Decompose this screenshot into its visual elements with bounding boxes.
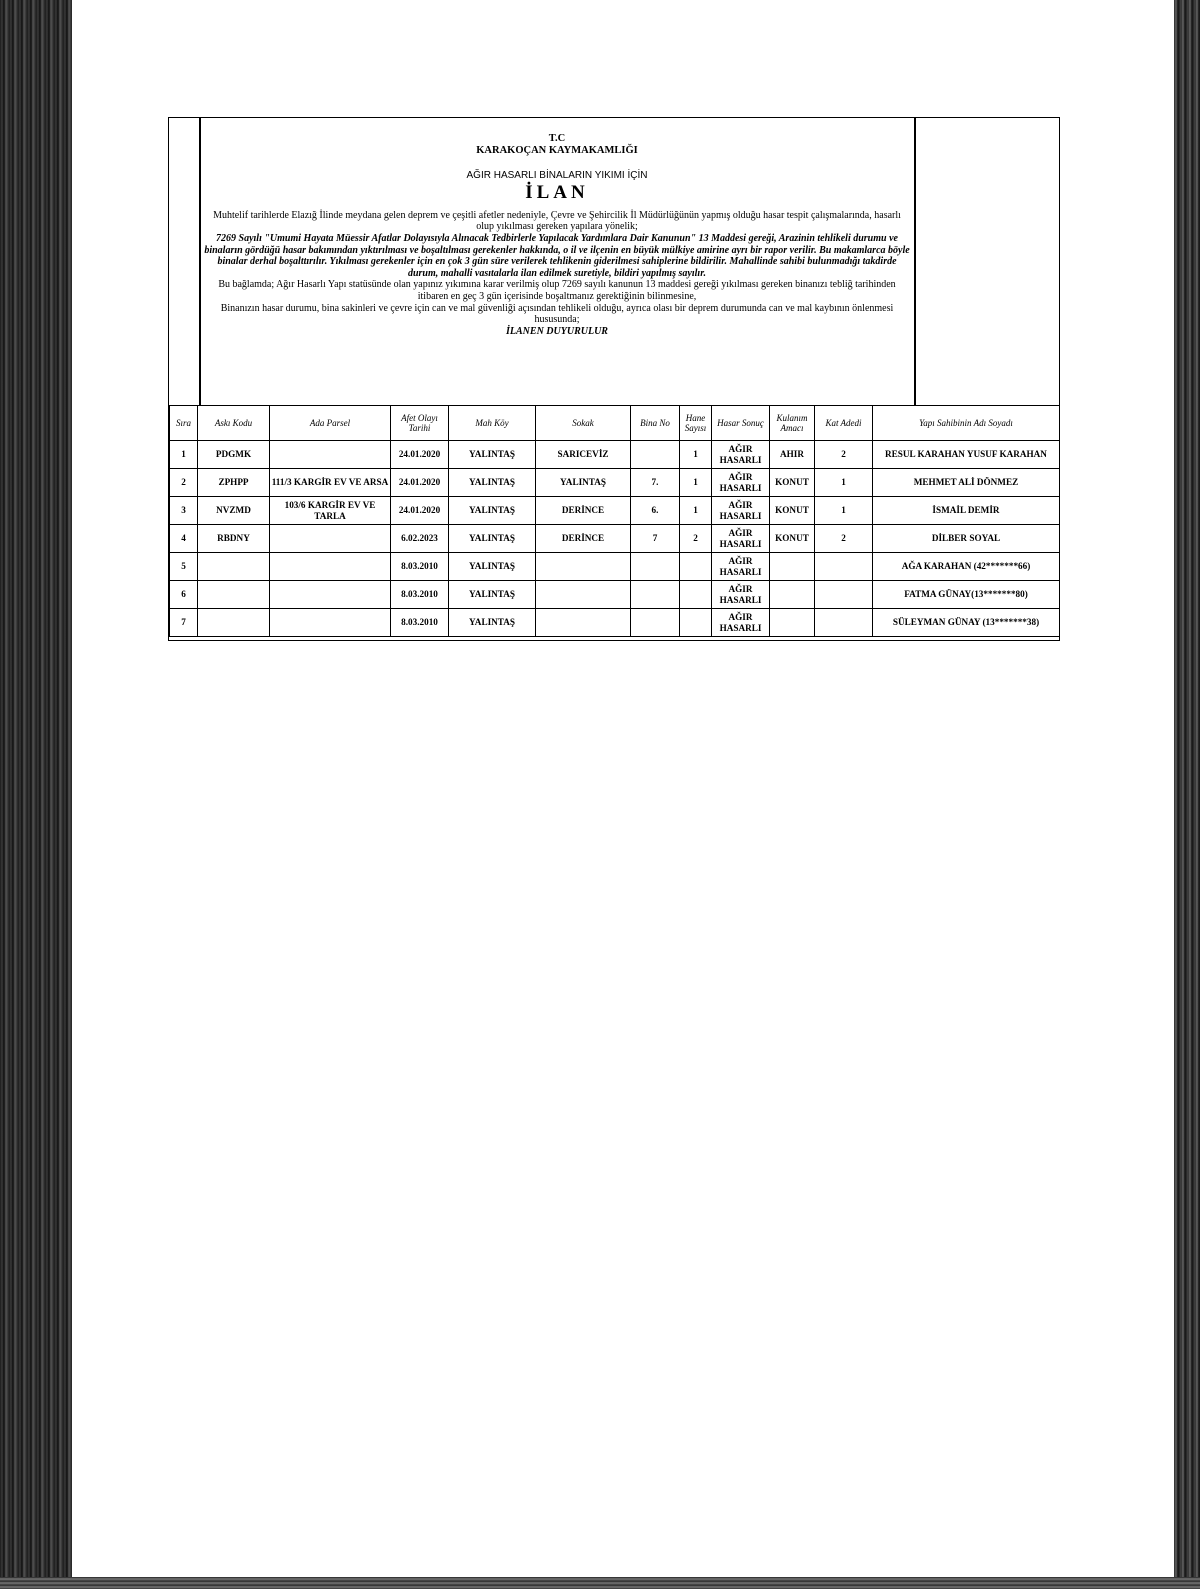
cell-mah-koy: YALINTAŞ bbox=[449, 553, 536, 581]
notice-paragraph-safety: Binanızın hasar durumu, bina sakinleri ve çevre için can ve mal güvenliği açısından tehlikeli olduğu, ayrıca olası bir deprem durumunda can ve mal kaybının önlenmesi hususunda; bbox=[220, 302, 894, 326]
header-kullanim-amaci: Kulanım Amacı bbox=[770, 406, 815, 441]
cell-mah-koy: YALINTAŞ bbox=[449, 581, 536, 609]
cell-kat-adedi bbox=[815, 581, 873, 609]
header-aski-kodu: Askı Kodu bbox=[198, 406, 270, 441]
scan-edge-left bbox=[0, 0, 72, 1589]
header-sira: Sıra bbox=[170, 406, 198, 441]
cell-yapi-sahibi: MEHMET ALİ DÖNMEZ bbox=[873, 469, 1060, 497]
cell-sokak bbox=[536, 609, 631, 637]
cell-hane-sayisi: 1 bbox=[680, 497, 712, 525]
notice-paragraph-law: 7269 Sayılı "Umumi Hayata Müessir Afatlar Dolayısıyla Alınacak Tedbirlerle Yapılacak Yardımlara Dair Kanunun" 13 Maddesi gereği, Arazinin tehlikeli durumu ve binaların gördüğü hasar bakımından yıktırılması ve boşaltılması gerekenler hakkında, o il ve ilçenin en büyük mülkiye amirine ayrı bir rapor verilir. Bu makamlarca böyle binalar derhal boşalttırılır. Yıkılması gerekenler için en çok 3 gün süre verilerek tehlikenin giderilmesi sahiplerine bildirilir. Mahallinde sahibi bulunmadığı takdirde durum, mahalli vasıtalarla ilan edilmek suretiyle, bildiri yapılmış sayılır. bbox=[204, 232, 910, 279]
cell-aski-kodu bbox=[198, 553, 270, 581]
cell-kat-adedi: 2 bbox=[815, 525, 873, 553]
cell-kullanim-amaci: AHIR bbox=[770, 441, 815, 469]
authority-title: KARAKOÇAN KAYMAKAMLIĞI bbox=[476, 144, 638, 156]
cell-sira: 1 bbox=[170, 441, 198, 469]
notice-closing: İLANEN DUYURULUR bbox=[506, 325, 608, 337]
cell-ada-parsel bbox=[270, 441, 391, 469]
cell-yapi-sahibi: FATMA GÜNAY(13*******80) bbox=[873, 581, 1060, 609]
cell-sokak: SARICEVİZ bbox=[536, 441, 631, 469]
cell-mah-koy: YALINTAŞ bbox=[449, 469, 536, 497]
cell-bina-no: 6. bbox=[631, 497, 680, 525]
header-mah-koy: Mah Köy bbox=[449, 406, 536, 441]
notice-paragraph-decision: Bu bağlamda; Ağır Hasarlı Yapı statüsünde olan yapınız yıkımına karar verilmiş olup 7269 sayılı kanunun 13 maddesi gereği yıkılması gereken binanızı tebliğ tarihinden itibaren en geç 3 gün içerisinde boşaltmanız gerektiğinin bilinmesine, bbox=[218, 279, 896, 302]
cell-kat-adedi: 2 bbox=[815, 441, 873, 469]
table-row bbox=[170, 553, 1060, 581]
notice-heading: İLAN bbox=[525, 181, 589, 203]
cell-hane-sayisi: 1 bbox=[680, 441, 712, 469]
scan-edge-right bbox=[1174, 0, 1200, 1589]
cell-sokak: YALINTAŞ bbox=[536, 469, 631, 497]
cell-sira: 7 bbox=[170, 609, 198, 637]
cell-yapi-sahibi: AĞA KARAHAN (42*******66) bbox=[873, 553, 1060, 581]
notice-frame bbox=[168, 117, 1060, 641]
cell-kullanim-amaci bbox=[770, 553, 815, 581]
header-hane-sayisi: Hane Sayısı bbox=[680, 406, 712, 441]
cell-ada-parsel: 103/6 KARGİR EV VE TARLA bbox=[270, 497, 391, 525]
header-hasar-sonuc: Hasar Sonuç bbox=[712, 406, 770, 441]
header-ada-parsel: Ada Parsel bbox=[270, 406, 391, 441]
cell-mah-koy: YALINTAŞ bbox=[449, 441, 536, 469]
cell-kat-adedi: 1 bbox=[815, 469, 873, 497]
cell-bina-no bbox=[631, 441, 680, 469]
header-sokak: Sokak bbox=[536, 406, 631, 441]
cell-sokak bbox=[536, 581, 631, 609]
header-yapi-sahibi: Yapı Sahibinin Adı Soyadı bbox=[873, 406, 1060, 441]
cell-hane-sayisi bbox=[680, 609, 712, 637]
cell-mah-koy: YALINTAŞ bbox=[449, 525, 536, 553]
notice-header bbox=[203, 130, 911, 395]
cell-aski-kodu: ZPHPP bbox=[198, 469, 270, 497]
cell-kat-adedi bbox=[815, 609, 873, 637]
cell-aski-kodu: NVZMD bbox=[198, 497, 270, 525]
cell-hane-sayisi: 1 bbox=[680, 469, 712, 497]
cell-sira: 6 bbox=[170, 581, 198, 609]
cell-sira: 3 bbox=[170, 497, 198, 525]
table-row bbox=[170, 497, 1060, 525]
cell-afet-tarihi: 8.03.2010 bbox=[391, 553, 449, 581]
cell-ada-parsel bbox=[270, 553, 391, 581]
table-row bbox=[170, 609, 1060, 637]
frame-divider-left bbox=[199, 118, 201, 405]
cell-hasar-sonuc: AĞIR HASARLI bbox=[712, 497, 770, 525]
cell-hane-sayisi: 2 bbox=[680, 525, 712, 553]
cell-bina-no bbox=[631, 553, 680, 581]
cell-sokak bbox=[536, 553, 631, 581]
cell-ada-parsel bbox=[270, 609, 391, 637]
cell-afet-tarihi: 8.03.2010 bbox=[391, 609, 449, 637]
cell-kat-adedi: 1 bbox=[815, 497, 873, 525]
cell-ada-parsel bbox=[270, 581, 391, 609]
cell-kat-adedi bbox=[815, 553, 873, 581]
cell-bina-no bbox=[631, 609, 680, 637]
cell-sira: 2 bbox=[170, 469, 198, 497]
cell-kullanim-amaci bbox=[770, 609, 815, 637]
table-row bbox=[170, 469, 1060, 497]
cell-aski-kodu bbox=[198, 581, 270, 609]
table-row bbox=[170, 525, 1060, 553]
cell-mah-koy: YALINTAŞ bbox=[449, 609, 536, 637]
buildings-table bbox=[169, 405, 1060, 637]
header-afet-tarihi: Afet Olayı Tarihi bbox=[391, 406, 449, 441]
cell-sokak: DERİNCE bbox=[536, 497, 631, 525]
cell-sira: 5 bbox=[170, 553, 198, 581]
cell-yapi-sahibi: DİLBER SOYAL bbox=[873, 525, 1060, 553]
cell-hasar-sonuc: AĞIR HASARLI bbox=[712, 469, 770, 497]
cell-afet-tarihi: 24.01.2020 bbox=[391, 469, 449, 497]
cell-bina-no bbox=[631, 581, 680, 609]
cell-kullanim-amaci: KONUT bbox=[770, 469, 815, 497]
cell-sokak: DERİNCE bbox=[536, 525, 631, 553]
cell-bina-no: 7. bbox=[631, 469, 680, 497]
cell-yapi-sahibi: RESUL KARAHAN YUSUF KARAHAN bbox=[873, 441, 1060, 469]
cell-kullanim-amaci: KONUT bbox=[770, 525, 815, 553]
tc-label: T.C bbox=[548, 133, 566, 144]
header-kat-adedi: Kat Adedi bbox=[815, 406, 873, 441]
cell-yapi-sahibi: SÜLEYMAN GÜNAY (13*******38) bbox=[873, 609, 1060, 637]
cell-afet-tarihi: 24.01.2020 bbox=[391, 497, 449, 525]
frame-divider-right bbox=[914, 118, 916, 405]
cell-mah-koy: YALINTAŞ bbox=[449, 497, 536, 525]
cell-afet-tarihi: 8.03.2010 bbox=[391, 581, 449, 609]
cell-hane-sayisi bbox=[680, 581, 712, 609]
cell-aski-kodu: PDGMK bbox=[198, 441, 270, 469]
cell-hane-sayisi bbox=[680, 553, 712, 581]
cell-hasar-sonuc: AĞIR HASARLI bbox=[712, 553, 770, 581]
cell-kullanim-amaci: KONUT bbox=[770, 497, 815, 525]
cell-afet-tarihi: 6.02.2023 bbox=[391, 525, 449, 553]
cell-hasar-sonuc: AĞIR HASARLI bbox=[712, 441, 770, 469]
notice-paragraph-intro: Muhtelif tarihlerde Elazığ İlinde meydana gelen deprem ve çeşitli afetler nedeniyle, Çevre ve Şehircilik İl Müdürlüğünün yapmış olduğu hasar tespit çalışmalarında, hasarlı olup yıkılması gereken yapılara yönelik; bbox=[213, 209, 901, 233]
cell-hasar-sonuc: AĞIR HASARLI bbox=[712, 525, 770, 553]
header-bina-no: Bina No bbox=[631, 406, 680, 441]
table-row bbox=[170, 441, 1060, 469]
scan-edge-bottom bbox=[0, 1577, 1200, 1589]
table-row bbox=[170, 581, 1060, 609]
cell-bina-no: 7 bbox=[631, 525, 680, 553]
cell-ada-parsel: 111/3 KARGİR EV VE ARSA bbox=[270, 469, 391, 497]
cell-yapi-sahibi: İSMAİL DEMİR bbox=[873, 497, 1060, 525]
cell-hasar-sonuc: AĞIR HASARLI bbox=[712, 581, 770, 609]
cell-sira: 4 bbox=[170, 525, 198, 553]
table-header-row bbox=[170, 406, 1060, 441]
cell-aski-kodu bbox=[198, 609, 270, 637]
cell-afet-tarihi: 24.01.2020 bbox=[391, 441, 449, 469]
cell-ada-parsel bbox=[270, 525, 391, 553]
cell-aski-kodu: RBDNY bbox=[198, 525, 270, 553]
cell-hasar-sonuc: AĞIR HASARLI bbox=[712, 609, 770, 637]
notice-subtitle: AĞIR HASARLI BİNALARIN YIKIMI İÇİN bbox=[466, 170, 648, 182]
cell-kullanim-amaci bbox=[770, 581, 815, 609]
